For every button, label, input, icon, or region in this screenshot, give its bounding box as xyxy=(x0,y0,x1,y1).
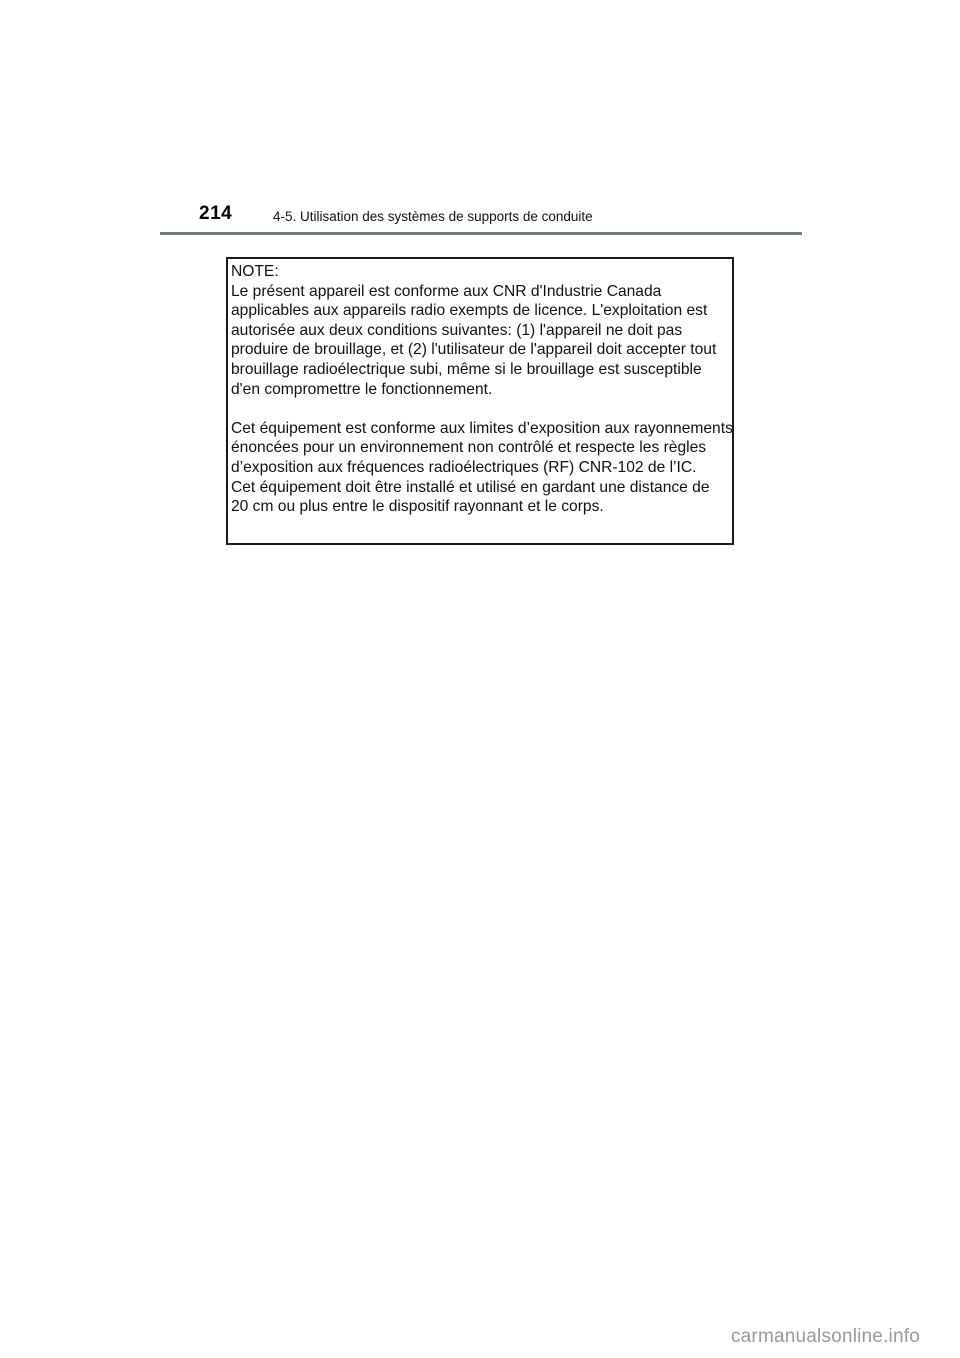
notice-line: 20 cm ou plus entre le dispositif rayonnant et le corps. xyxy=(231,498,604,516)
notice-line: Cet équipement est conforme aux limites d’exposition aux rayonnements xyxy=(231,419,733,437)
notice-line: d'en compromettre le fonctionnement. xyxy=(231,380,493,398)
notice-line: autorisée aux deux conditions suivantes: (1) l'appareil ne doit pas xyxy=(231,321,683,339)
notice-line: Le présent appareil est conforme aux CNR d'Industrie Canada xyxy=(231,282,662,300)
paragraph-gap xyxy=(231,399,732,419)
notice-line: Cet équipement doit être installé et utilisé en gardant une distance de xyxy=(231,478,710,496)
header-divider xyxy=(160,232,802,235)
notice-line: applicables aux appareils radio exempts de licence. L'exploitation est xyxy=(231,302,708,320)
notice-heading: NOTE: xyxy=(231,263,279,280)
notice-line: énoncées pour un environnement non contrôlé et respecte les règles xyxy=(231,439,707,457)
notice-line: brouillage radioélectrique subi, même si le brouillage est susceptible xyxy=(231,360,702,378)
page-header xyxy=(160,200,802,236)
site-watermark: carmanualsonline.info xyxy=(730,1326,920,1347)
regulatory-notice-box xyxy=(226,257,734,545)
page-number: 214 xyxy=(199,203,233,224)
notice-line: produire de brouillage, et (2) l'utilisateur de l'appareil doit accepter tout xyxy=(231,341,717,359)
section-title: 4-5. Utilisation des systèmes de supports de conduite xyxy=(273,209,593,224)
notice-line: d’exposition aux fréquences radioélectriques (RF) CNR-102 de l’IC. xyxy=(231,458,697,476)
